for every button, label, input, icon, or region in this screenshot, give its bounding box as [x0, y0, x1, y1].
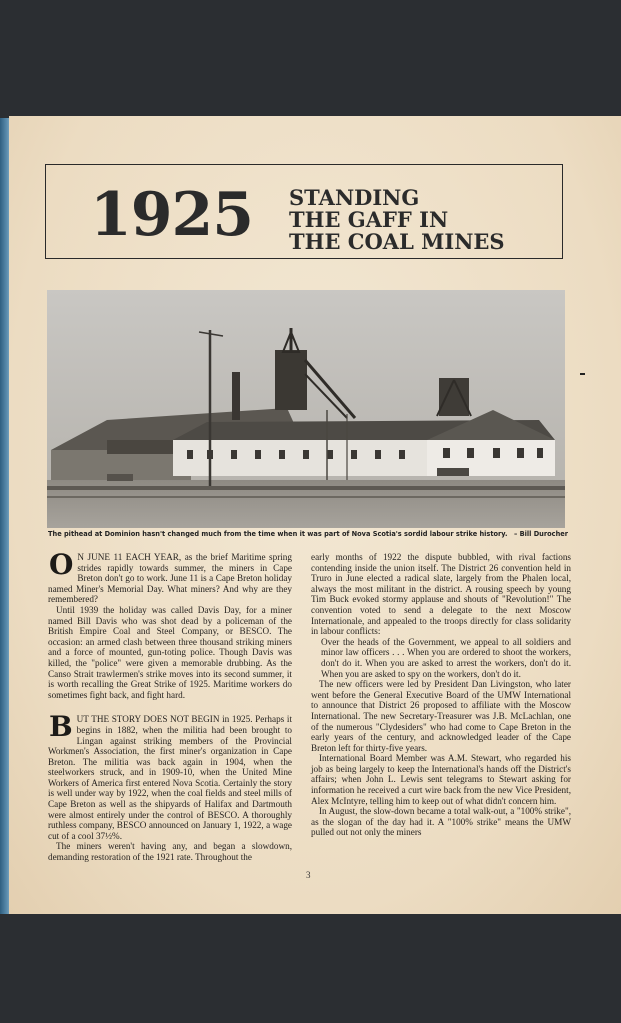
- caption-text: The pithead at Dominion hasn't changed much from the time when it was part of Nova Scotia's sordid labour strike history.: [48, 530, 508, 538]
- magazine-page: [9, 116, 621, 914]
- drop-cap: O: [49, 548, 74, 581]
- paragraph: Until 1939 the holiday was called Davis Day, for a miner named Bill Davis who was shot dead by a policeman of the British Empire Coal and Steel Company, or BESCO. The occasion: an armed clash between three thousand striking miners and a force of mounted, gun-toting police. Though Davis was killed, the "police" were given a memorable drubbing. As the Canso Strait trawlermen's strike moves into its second summer, it is worth recalling the Great Strike of 1925. Maritime workers do sometimes fight back, and fight hard.: [48, 604, 292, 700]
- margin-mark: [580, 373, 585, 375]
- title-year: 1925: [90, 180, 253, 250]
- block-quote: Over the heads of the Government, we appeal to all soldiers and minor law officers . . . When you are ordered to shoot the workers, don't do it. When you are asked to arrest the workers, don't do it. When you are asked to spy on the workers, don't do it.: [321, 636, 571, 679]
- title-box: [45, 164, 563, 259]
- drop-cap: B: [49, 710, 73, 744]
- headline-line-2: THE GAFF IN: [289, 207, 449, 232]
- photo-credit: – Bill Durocher: [514, 530, 568, 538]
- paragraph: In August, the slow-down became a total walk-out, a "100% strike", as the slogan of the day had it. A "100% strike" means the UMW pulled out not only the miners: [311, 806, 571, 838]
- photo-caption: [48, 530, 568, 538]
- paragraph: The miners weren't having any, and began a slowdown, demanding restoration of the 1921 rate. Throughout the: [48, 841, 292, 863]
- headline-line-3: THE COAL MINES: [289, 229, 505, 254]
- paragraph: O N JUNE 11 EACH YEAR, as the brief Maritime spring strides rapidly towards summer, the miners in Cape Breton don't go to work. June 11 is a Cape Breton holiday named Miner's Memorial Day. What miners? And why are they remembered?: [48, 548, 292, 605]
- headline-line-1: STANDING: [289, 185, 420, 210]
- paragraph: BUT THE STORY DOES NOT BEGIN in 1925. Perhaps it begins in 1882, when the militia had been brought to Lingan against striking members of the Provincial Workmen's Association, the first miner's organization in Cape Breton. The militia was back again in 1904, when the steelworkers struck, and in 1909-10, when the United Mine Workers of America first entered Nova Scotia. Certainly the story is well under way by 1922, when the coal fields and steel mills of Cape Breton as well as the shipyards of Halifax and Dartmouth were almost entirely under the control of BESCO. A thoroughly ruthless company, BESCO announced on January 1, 1922, a wage cut of a cool 37½%.: [48, 710, 292, 841]
- headline: [289, 187, 505, 253]
- paragraph: The new officers were led by President Dan Livingston, who later went before the General Executive Board of the UMW International to announce that District 26 proposed to affiliate with the Moscow International. The new Secretary-Treasurer was J.B. McLachlan, one of the numerous "Clydesiders" who had come to Cape Breton in the early years of the century, and acknowledged leader of the Cape Breton left for thirty-five years.: [311, 679, 571, 753]
- scanner-background-top: [0, 0, 621, 120]
- paragraph: early months of 1922 the dispute bubbled, with rival factions contending inside the union itself. The District 26 convention held in Truro in June elected a radical slate, largely from the Phalen local, always the most militant in the district. A rousing speech by young Tim Buck evoked stormy applause and shouts of "Revolution!" The convention voted to send a delegate to the next Moscow Internationale, and appealed to the troops directly for class solidarity in labour conflicts:: [311, 552, 571, 637]
- article-column-right: [311, 552, 571, 838]
- scanner-background-bottom: [0, 912, 621, 1023]
- page-number: 3: [306, 870, 311, 880]
- paragraph: International Board Member was A.M. Stewart, who regarded his job as being largely to keep the International's hands off the District's affairs; when John L. Lewis sent telegrams to Stewart asking for information he received a curt wire back from the new Vice President, Alex McIntyre, telling him to keep out of what didn't concern him.: [311, 753, 571, 806]
- coal-mine-pithead-photo: [47, 290, 565, 528]
- article-column-left: [48, 548, 292, 863]
